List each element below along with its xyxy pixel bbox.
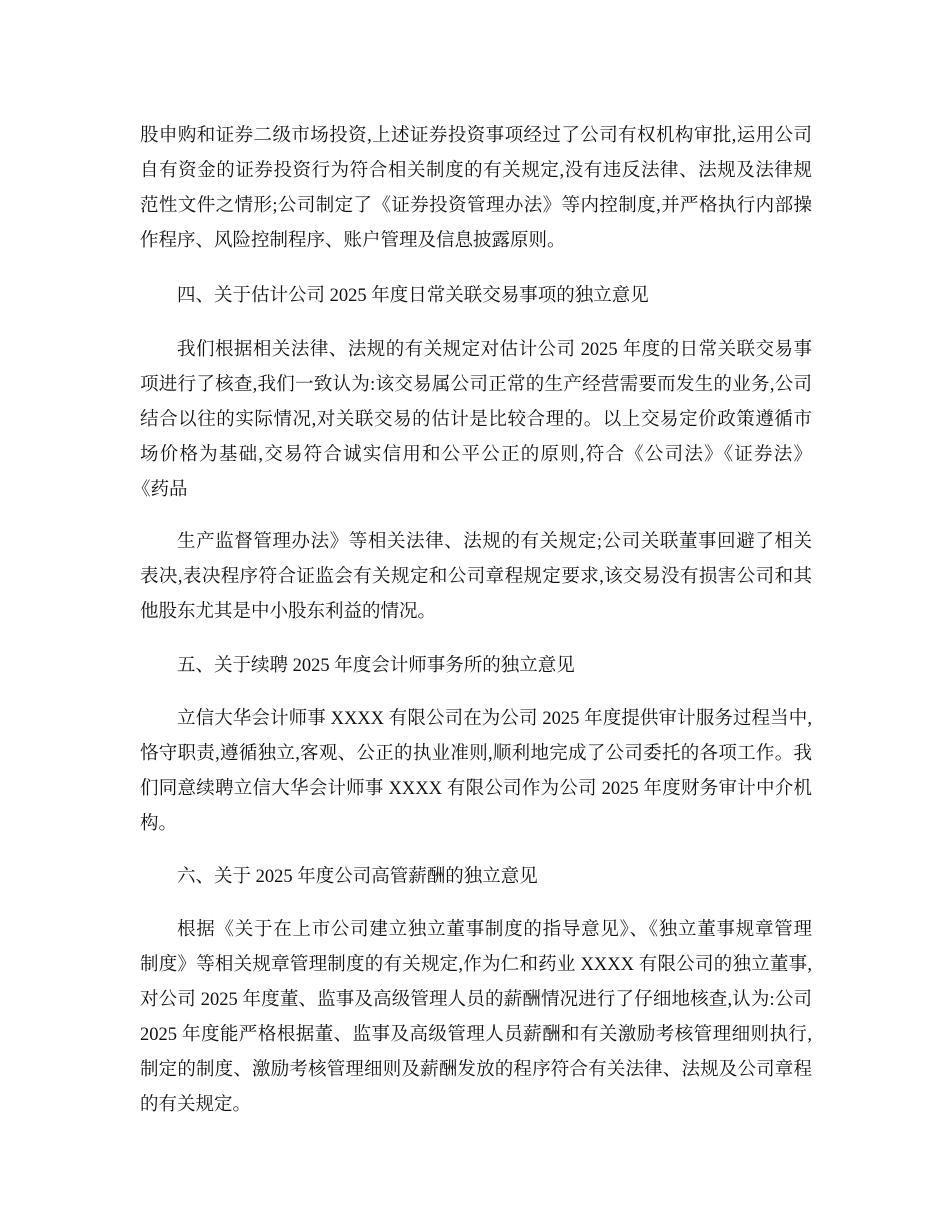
paragraph-line: 恪守职责,遵循独立,客观、公正的执业准则,顺利地完成了公司委托的各项工作。我 <box>140 744 812 764</box>
paragraph-line: 制定的制度、激励考核管理细则及薪酬发放的程序符合有关法律、法规及公司章程 <box>140 1060 812 1080</box>
paragraph-line: 股申购和证券二级市场投资,上述证券投资事项经过了公司有权机构审批,运用公司 <box>140 126 812 146</box>
paragraph-line: 场价格为基础,交易符合诚实信用和公平公正的原则,符合《公司法》《证券法》 <box>140 445 812 465</box>
paragraph-line: 项进行了核查,我们一致认为:该交易属公司正常的生产经营需要而发生的业务,公司 <box>140 375 812 395</box>
paragraph-line: 构。 <box>140 814 178 834</box>
paragraph-line: 们同意续聘立信大华会计师事 XXXX 有限公司作为公司 2025 年度财务审计中介机 <box>140 779 812 799</box>
paragraph-line: 自有资金的证券投资行为符合相关制度的有关规定,没有违反法律、法规及法律规 <box>140 161 812 181</box>
paragraph-line: 的有关规定。 <box>140 1095 252 1115</box>
paragraph-line: 《药品 <box>132 480 188 500</box>
paragraph-line: 对公司 2025 年度董、监事及高级管理人员的薪酬情况进行了仔细地核查,认为:公司 <box>140 990 812 1010</box>
section-heading: 四、关于估计公司 2025 年度日常关联交易事项的独立意见 <box>177 286 649 306</box>
paragraph-line: 制度》等相关规章管理制度的有关规定,作为仁和药业 XXXX 有限公司的独立董事, <box>140 955 812 975</box>
paragraph-line: 作程序、风险控制程序、账户管理及信息披露原则。 <box>140 231 566 251</box>
section-heading: 六、关于 2025 年度公司高管薪酬的独立意见 <box>177 867 538 887</box>
paragraph-line: 根据《关于在上市公司建立独立董事制度的指导意见》、《独立董事规章管理 <box>177 920 812 940</box>
section-heading: 五、关于续聘 2025 年度会计师事务所的独立意见 <box>177 656 575 676</box>
paragraph-line: 结合以往的实际情况,对关联交易的估计是比较合理的。以上交易定价政策遵循市 <box>140 410 812 430</box>
paragraph-line: 生产监督管理办法》等相关法律、法规的有关规定;公司关联董事回避了相关 <box>177 532 812 552</box>
paragraph-line: 立信大华会计师事 XXXX 有限公司在为公司 2025 年度提供审计服务过程当中, <box>177 709 812 729</box>
paragraph-line: 我们根据相关法律、法规的有关规定对估计公司 2025 年度的日常关联交易事 <box>177 340 812 360</box>
paragraph-line: 他股东尤其是中小股东利益的情况。 <box>140 602 437 622</box>
paragraph-line: 2025 年度能严格根据董、监事及高级管理人员薪酬和有关激励考核管理细则执行, <box>140 1025 812 1045</box>
paragraph-line: 范性文件之情形;公司制定了《证券投资管理办法》等内控制度,并严格执行内部操 <box>140 196 812 216</box>
paragraph-line: 表决,表决程序符合证监会有关规定和公司章程规定要求,该交易没有损害公司和其 <box>140 567 812 587</box>
